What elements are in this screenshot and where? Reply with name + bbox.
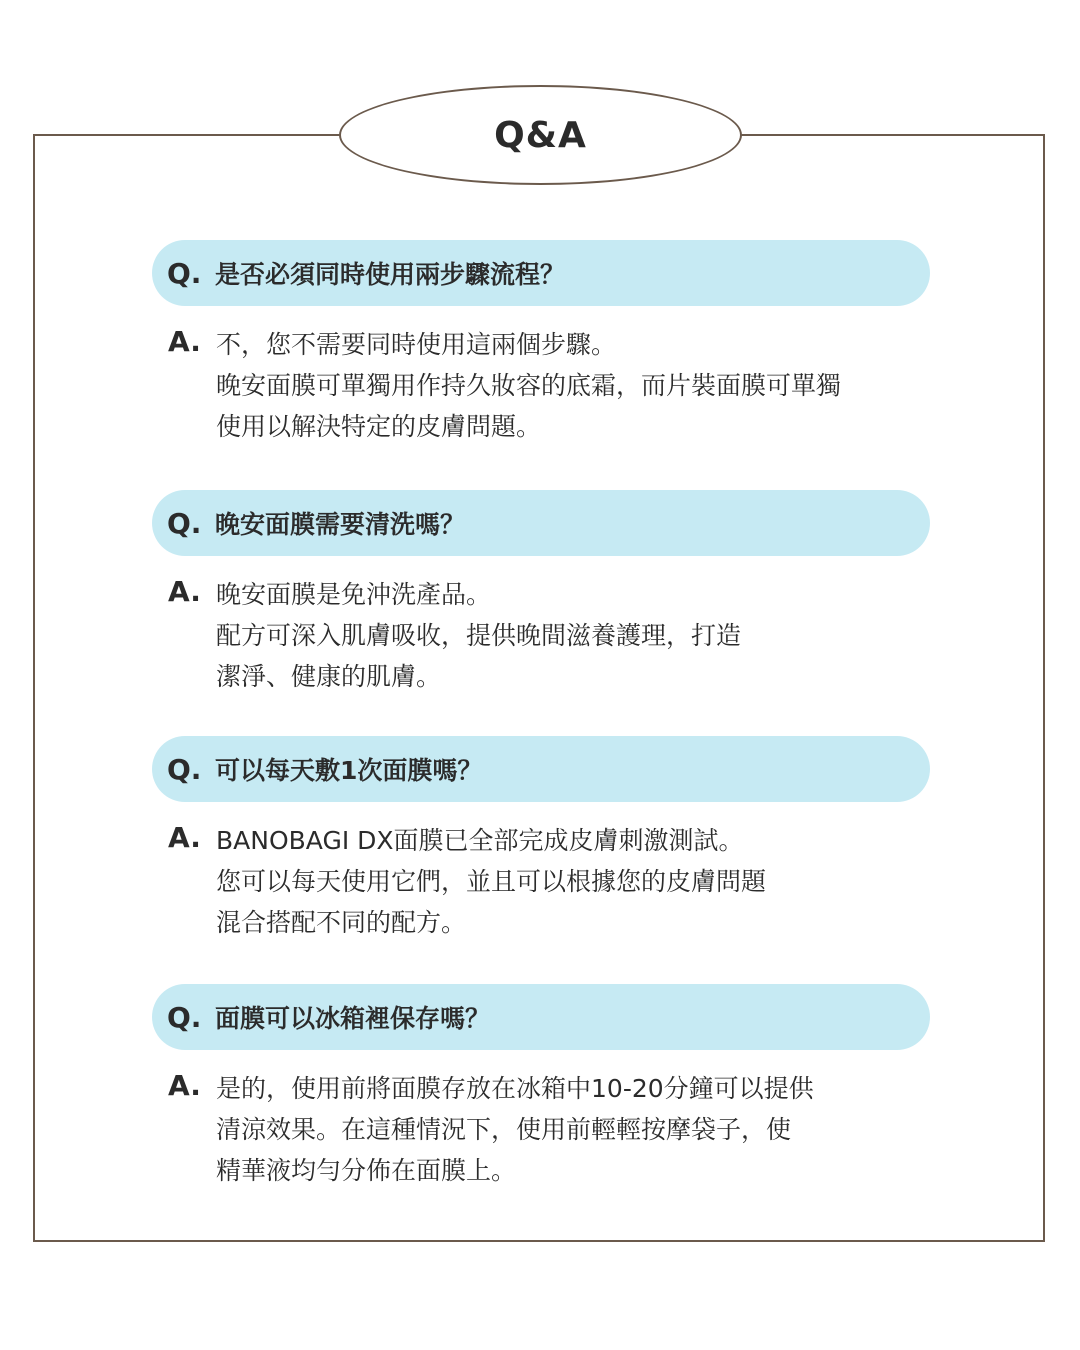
question-text: 可以每天敷1次面膜嗎？	[215, 756, 483, 785]
answer-line: 配方可深入肌膚吸收，提供晚間滋養護理，打造	[216, 621, 742, 650]
answer	[152, 574, 930, 697]
qa-item	[152, 736, 930, 943]
answer	[152, 324, 930, 447]
question-marker: Q.	[167, 752, 202, 786]
answer-marker: A.	[168, 1069, 201, 1102]
answer-line: 清涼效果。在這種情況下，使用前輕輕按摩袋子，使	[216, 1115, 792, 1144]
question-text: 是否必須同時使用兩步驟流程？	[215, 260, 566, 289]
question-marker: Q.	[167, 256, 202, 290]
answer-body	[216, 820, 766, 943]
question-bar	[152, 490, 930, 556]
qa-item	[152, 984, 930, 1191]
answer-line: 您可以每天使用它們，並且可以根據您的皮膚問題	[216, 867, 767, 896]
answer-marker: A.	[168, 325, 201, 358]
answer-body	[216, 1068, 814, 1191]
answer-line: BANOBAGI DX面膜已全部完成皮膚刺激測試。	[216, 826, 744, 855]
qa-item	[152, 240, 930, 447]
answer-line: 精華液均勻分佈在面膜上。	[216, 1156, 517, 1185]
answer	[152, 820, 930, 943]
question-text: 面膜可以冰箱裡保存嗎？	[215, 1004, 491, 1033]
question-bar	[152, 736, 930, 802]
qa-item	[152, 490, 930, 697]
answer-marker: A.	[168, 821, 201, 854]
question-bar	[152, 240, 930, 306]
answer-line: 潔淨、健康的肌膚。	[216, 662, 442, 691]
answer-marker: A.	[168, 575, 201, 608]
question-bar	[152, 984, 930, 1050]
question-text: 晚安面膜需要清洗嗎？	[215, 510, 466, 539]
answer-line: 是的，使用前將面膜存放在冰箱中10-20分鐘可以提供	[216, 1074, 814, 1103]
answer-body	[216, 324, 841, 447]
answer-line: 使用以解決特定的皮膚問題。	[216, 412, 542, 441]
answer-body	[216, 574, 741, 697]
answer-line: 晚安面膜是免沖洗產品。	[216, 580, 492, 609]
question-marker: Q.	[167, 1000, 202, 1034]
answer-line: 不，您不需要同時使用這兩個步驟。	[216, 330, 617, 359]
answer	[152, 1068, 930, 1191]
answer-line: 晚安面膜可單獨用作持久妝容的底霜，而片裝面膜可單獨	[216, 371, 842, 400]
answer-line: 混合搭配不同的配方。	[216, 908, 467, 937]
title-oval	[339, 85, 742, 185]
question-marker: Q.	[167, 506, 202, 540]
page-title: Q&A	[494, 114, 587, 156]
